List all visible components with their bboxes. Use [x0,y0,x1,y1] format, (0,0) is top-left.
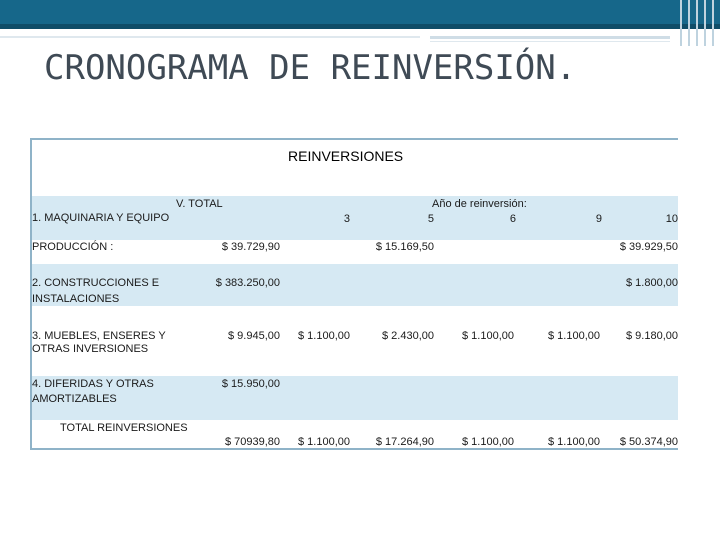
row-value: $ 9.180,00 [626,330,678,342]
total-row-label: TOTAL REINVERSIONES [60,422,188,434]
header-total: V. TOTAL [176,198,223,210]
row-label-line: 4. DIFERIDAS Y OTRAS [32,378,154,390]
row-value: $ 1.100,00 [548,436,600,448]
header-year: 9 [595,213,602,225]
row-total: $ 70939,80 [224,436,280,448]
row-value: $ 50.374,90 [619,436,678,448]
row-value: $ 1.100,00 [462,436,514,448]
table-title: REINVERSIONES [288,148,404,164]
row-value: $ 17.264,90 [375,436,434,448]
row-value: $ 1.100,00 [298,436,350,448]
row-label-line: 3. MUEBLES, ENSERES Y [32,330,166,342]
row-value: $ 15.169,50 [375,241,434,253]
row-value: $ 39.929,50 [619,241,678,253]
top-decoration-bar [0,0,720,24]
decoration-line [430,36,670,39]
row-label-line: AMORTIZABLES [32,393,117,405]
row-label-line: INSTALACIONES [32,293,120,305]
row-label-line: OTRAS INVERSIONES [32,343,149,355]
header-year: 5 [427,213,434,225]
row-value: $ 1.100,00 [298,330,350,342]
decoration-line [0,36,420,38]
decoration-bars [676,0,720,46]
slide-title: CRONOGRAMA DE REINVERSIÓN. [44,48,577,88]
header-year: 3 [343,213,350,225]
row-value: $ 1.800,00 [626,277,678,289]
row-value: $ 1.100,00 [548,330,600,342]
row-total: $ 383.250,00 [215,277,280,289]
row-total: $ 9.945,00 [228,330,280,342]
header-years: Año de reinversión: [432,198,527,210]
reinvestment-table [30,138,678,450]
row-total: $ 15.950,00 [221,378,280,390]
header-year: 6 [509,213,516,225]
row-label: 1. MAQUINARIA Y EQUIPO [32,212,170,224]
row-value: $ 1.100,00 [462,330,514,342]
decoration-line [430,41,670,42]
row-total: $ 39.729,90 [221,241,280,253]
row-value: $ 2.430,00 [382,330,434,342]
top-decoration-strip [0,24,720,29]
header-year: 10 [665,213,678,225]
row-label-line: 2. CONSTRUCCIONES E [32,277,160,289]
row-label: PRODUCCIÓN : [32,241,114,253]
